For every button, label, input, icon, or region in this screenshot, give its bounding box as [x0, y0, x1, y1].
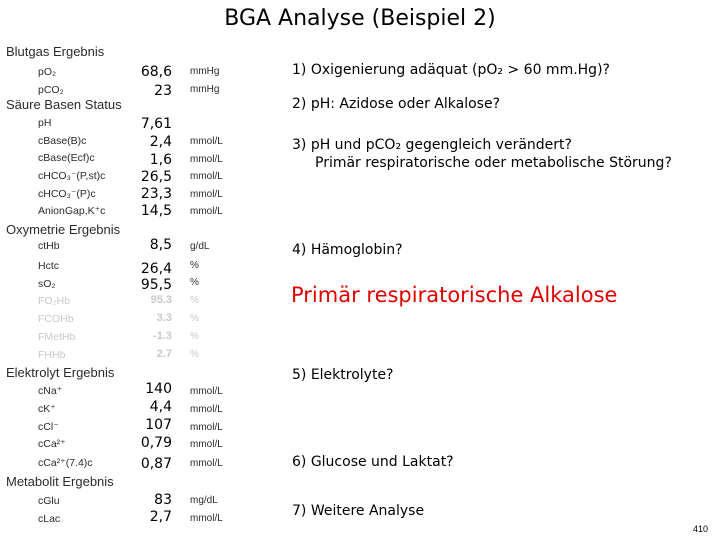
value-po2: 68,6: [140, 64, 172, 80]
question-weitere-analyse: 7) Weitere Analyse: [292, 503, 425, 519]
label-fmethb: FMetHb: [38, 331, 76, 343]
label-so2: sO₂: [38, 278, 56, 290]
value-fhhb: 2.7: [156, 348, 172, 360]
value-clac: 2,7: [149, 509, 172, 525]
unit-cbase-ecf: mmol/L: [190, 154, 223, 165]
unit-aniongap: mmol/L: [190, 206, 223, 217]
unit-chco3-p: mmol/L: [190, 189, 223, 200]
unit-fcohb: %: [190, 313, 199, 324]
unit-po2: mmHg: [190, 66, 220, 77]
label-pco2: pCO₂: [38, 84, 64, 96]
unit-fhhb: %: [190, 349, 199, 360]
section-elektrolyt: Elektrolyt Ergebnis: [6, 365, 115, 380]
value-ccl: 107: [145, 417, 172, 433]
label-chco3-pst: cHCO₃⁻(P,st)c: [38, 170, 106, 182]
value-cbase-ecf: 1,6: [149, 152, 172, 168]
value-so2: 95,5: [140, 277, 172, 293]
label-fhhb: FHHb: [38, 349, 66, 361]
label-aniongap: AnionGap,K⁺c: [38, 205, 106, 217]
value-chco3-p: 23,3: [140, 186, 172, 202]
label-po2: pO₂: [38, 66, 57, 78]
unit-fmethb: %: [190, 331, 199, 342]
unit-ccl: mmol/L: [190, 422, 223, 433]
label-cbase-b: cBase(B)c: [38, 135, 87, 147]
label-ck: cK⁺: [38, 403, 56, 415]
label-ccl: cCl⁻: [38, 421, 59, 433]
label-cna: cNa⁺: [38, 385, 63, 397]
label-fo2hb: FO₂Hb: [38, 295, 71, 307]
value-hct: 26,4: [140, 261, 172, 277]
value-pco2: 23: [154, 83, 172, 99]
question-oxigenierung: 1) Oxigenierung adäquat (pO₂ > 60 mm.Hg)?: [292, 62, 610, 78]
label-cca-74: cCa²⁺(7.4)c: [38, 457, 93, 469]
unit-pco2: mmHg: [190, 84, 220, 95]
label-fcohb: FCOHb: [38, 313, 74, 325]
section-metabolit: Metabolit Ergebnis: [6, 474, 114, 489]
unit-cca-74: mmol/L: [190, 458, 223, 469]
unit-cthb: g/dL: [190, 241, 210, 252]
label-ph: pH: [38, 117, 52, 129]
value-chco3-pst: 26,5: [140, 169, 172, 185]
value-cthb: 8,5: [149, 237, 172, 253]
page-number: 410: [692, 524, 708, 534]
value-ck: 4,4: [149, 399, 172, 415]
unit-chco3-pst: mmol/L: [190, 171, 223, 182]
unit-cna: mmol/L: [190, 386, 223, 397]
unit-hct: %: [190, 260, 199, 271]
section-saeure-basen: Säure Basen Status: [6, 97, 122, 112]
unit-cbase-b: mmol/L: [190, 136, 223, 147]
label-cca: cCa²⁺: [38, 438, 66, 450]
question-ph: 2) pH: Azidose oder Alkalose?: [292, 96, 500, 112]
question-stoerung: Primär respiratorische oder metabolische Störung?: [315, 155, 672, 171]
unit-clac: mmol/L: [190, 513, 223, 524]
question-ph-pco2: 3) pH und pCO₂ gegengleich verändert?: [292, 137, 572, 153]
unit-cglu: mg/dL: [190, 495, 218, 506]
label-clac: cLac: [38, 513, 61, 525]
value-ph: 7,61: [140, 116, 172, 132]
unit-cca: mmol/L: [190, 439, 223, 450]
value-aniongap: 14,5: [140, 203, 172, 219]
value-cna: 140: [145, 381, 172, 397]
label-chco3-p: cHCO₃⁻(P)c: [38, 188, 96, 200]
slide-title: BGA Analyse (Beispiel 2): [224, 6, 496, 31]
value-fo2hb: 95.3: [150, 294, 172, 306]
value-cca-74: 0,87: [140, 456, 172, 472]
value-fmethb: -1.3: [153, 330, 172, 342]
label-hct: Hctc: [38, 260, 59, 272]
section-blutgas: Blutgas Ergebnis: [6, 44, 105, 59]
label-cbase-ecf: cBase(Ecf)c: [38, 152, 95, 164]
unit-so2: %: [190, 277, 199, 288]
value-fcohb: 3.3: [156, 312, 172, 324]
value-cglu: 83: [154, 492, 172, 508]
question-haemoglobin: 4) Hämoglobin?: [292, 242, 403, 258]
label-cthb: ctHb: [38, 240, 60, 252]
unit-ck: mmol/L: [190, 404, 223, 415]
answer-diagnosis: Primär respiratorische Alkalose: [291, 283, 618, 307]
section-oxymetrie: Oxymetrie Ergebnis: [6, 222, 121, 237]
unit-fo2hb: %: [190, 295, 199, 306]
value-cca: 0,79: [140, 435, 172, 451]
question-glucose-laktat: 6) Glucose und Laktat?: [292, 454, 454, 470]
value-cbase-b: 2,4: [149, 134, 172, 150]
label-cglu: cGlu: [38, 495, 60, 507]
question-elektrolyte: 5) Elektrolyte?: [292, 367, 394, 383]
